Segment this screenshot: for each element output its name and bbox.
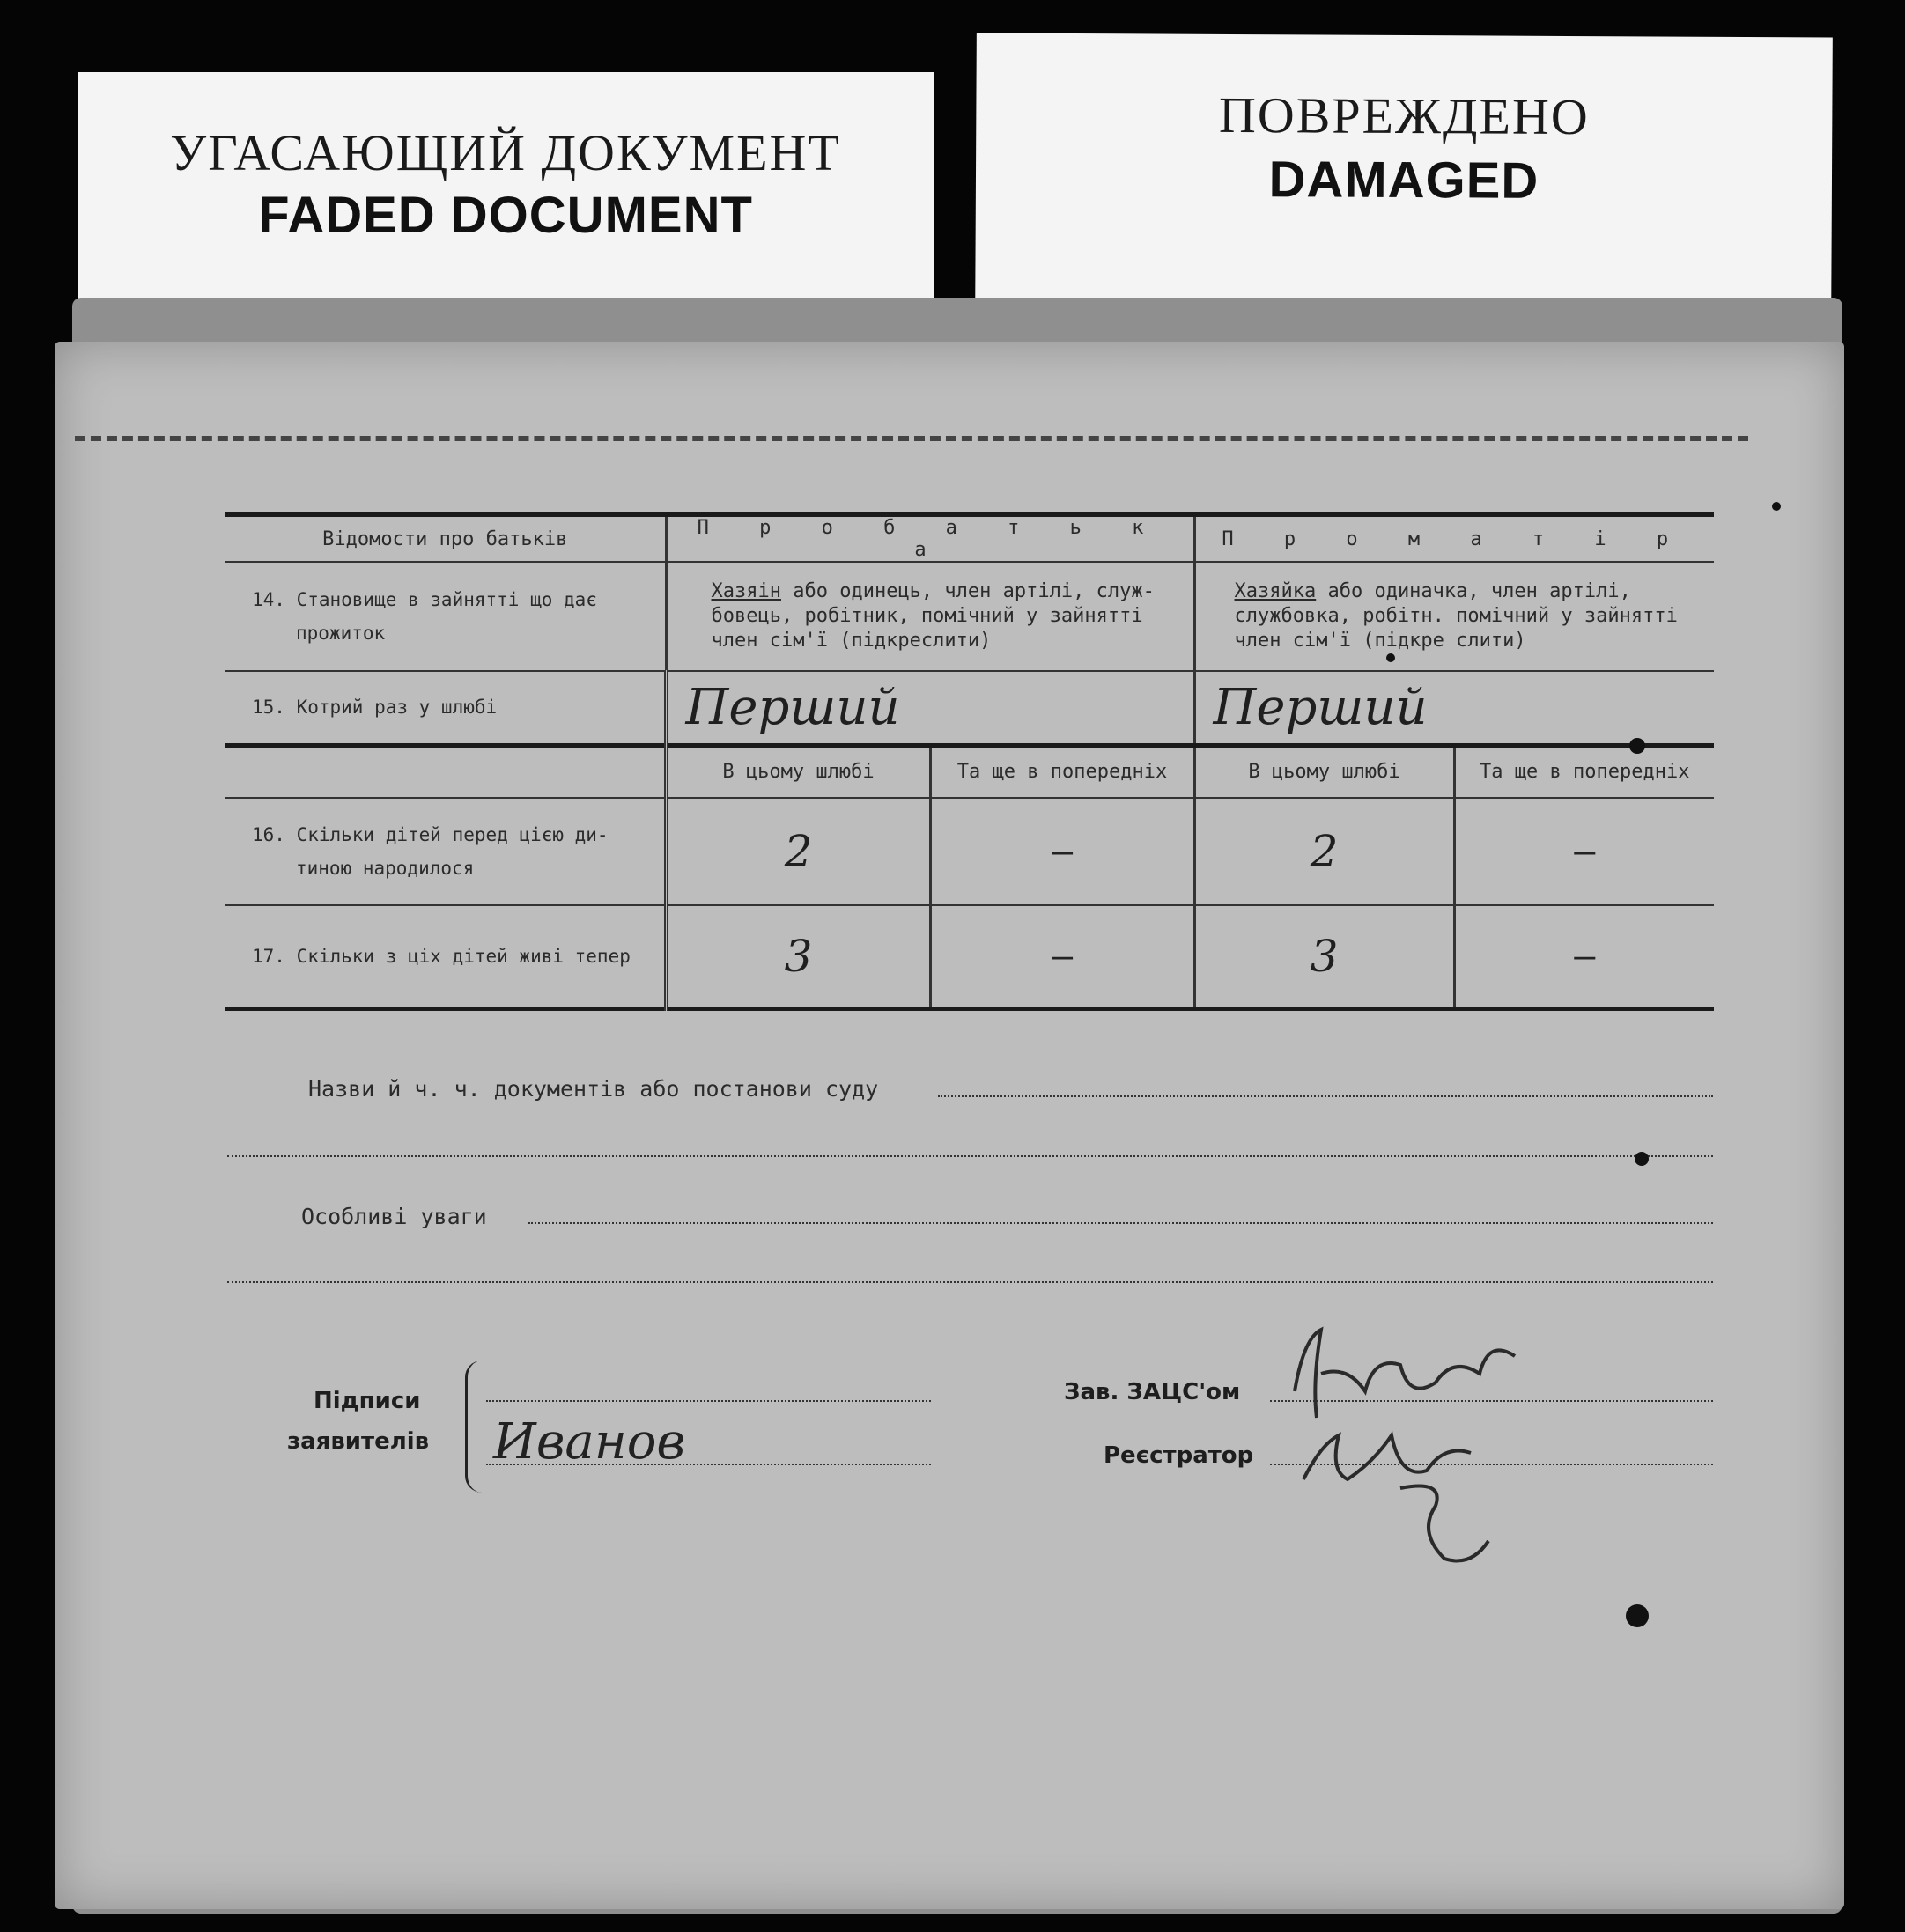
faded-label-en: FADED DOCUMENT (258, 187, 753, 244)
row15-father-value: Перший (666, 671, 1194, 745)
documents-label: Назви й ч. ч. документів або постанови суду (308, 1076, 879, 1102)
signatures-label-line1: Підписи (314, 1388, 421, 1414)
row16-father-prev: – (930, 798, 1194, 905)
documents-line-1 (938, 1095, 1713, 1097)
row16-label: 16. Скільки дітей перед цією ди- тиною народилося (252, 823, 609, 879)
damage-speck (1626, 1604, 1649, 1627)
subheader-father-this: В цьому шлюбі (666, 745, 930, 798)
damage-speck (1629, 738, 1645, 754)
signatures-label-line2: заявителів (287, 1428, 430, 1455)
row14-mother-options: Хазяйка або одиначка, член артілі, службовка, робітн. помічний у зайнятті член сім'ї (підкре слити) (1194, 562, 1714, 671)
row16-mother-prev: – (1454, 798, 1714, 905)
special-notes-line-1 (528, 1222, 1713, 1224)
damaged-label-en: DAMAGED (1268, 151, 1540, 210)
applicant-signature: Иванов (493, 1413, 686, 1471)
damage-speck (1635, 1152, 1649, 1166)
signatures-brace (465, 1361, 482, 1493)
damaged-label (975, 33, 1833, 319)
header-about-father: П р о б а т ь к а (666, 515, 1194, 563)
row17-label: 17. Скільки з ціх дітей живі тепер (252, 945, 631, 967)
subheader-blank (225, 745, 666, 798)
special-notes-label: Особливі уваги (301, 1204, 487, 1229)
row16-mother-this: 2 (1194, 798, 1454, 905)
subheader-father-prev: Та ще в попередніх (930, 745, 1194, 798)
row15-label: 15. Котрий раз у шлюбі (252, 697, 498, 719)
official-signatures-scribble (1268, 1303, 1568, 1585)
parents-info-table (225, 512, 1714, 1011)
perforation-line (75, 436, 1748, 441)
row15-mother-value: Перший (1194, 671, 1714, 745)
mother-underlined-option: Хазяйка (1234, 580, 1317, 602)
row16-father-this: 2 (666, 798, 930, 905)
subheader-mother-prev: Та ще в попередніх (1454, 745, 1714, 798)
row14-father-options: Хазяін або одинець, член артілі, служ-бовець, робітник, помічний у зайнятті член сім'ї (підкреслити) (666, 562, 1194, 671)
row17-father-prev: – (930, 905, 1194, 1009)
damage-speck (1772, 502, 1781, 511)
head-zags-label: Зав. ЗАЦС'ом (1064, 1379, 1241, 1405)
row17-father-this: 3 (666, 905, 930, 1009)
row17-mother-this: 3 (1194, 905, 1454, 1009)
subheader-mother-this: В цьому шлюбі (1194, 745, 1454, 798)
faded-document-label (78, 72, 934, 321)
damaged-label-ru: ПОВРЕЖДЕНО (1218, 85, 1590, 146)
registrar-label: Реєстратор (1104, 1442, 1254, 1469)
row17-mother-prev: – (1454, 905, 1714, 1009)
documents-line-2 (227, 1155, 1713, 1157)
damage-speck (1386, 653, 1395, 662)
row14-label: 14. Становище в зайнятті що дає прожиток (252, 589, 597, 644)
header-parents-info: Відомости про батьків (322, 527, 568, 550)
header-about-mother: П р о м а т і р (1194, 515, 1714, 563)
special-notes-line-2 (227, 1281, 1713, 1283)
faded-label-ru: УГАСАЮЩИЙ ДОКУМЕНТ (170, 124, 841, 181)
father-underlined-option: Хазяін (711, 580, 781, 602)
applicant-sig-line-1 (486, 1400, 931, 1402)
